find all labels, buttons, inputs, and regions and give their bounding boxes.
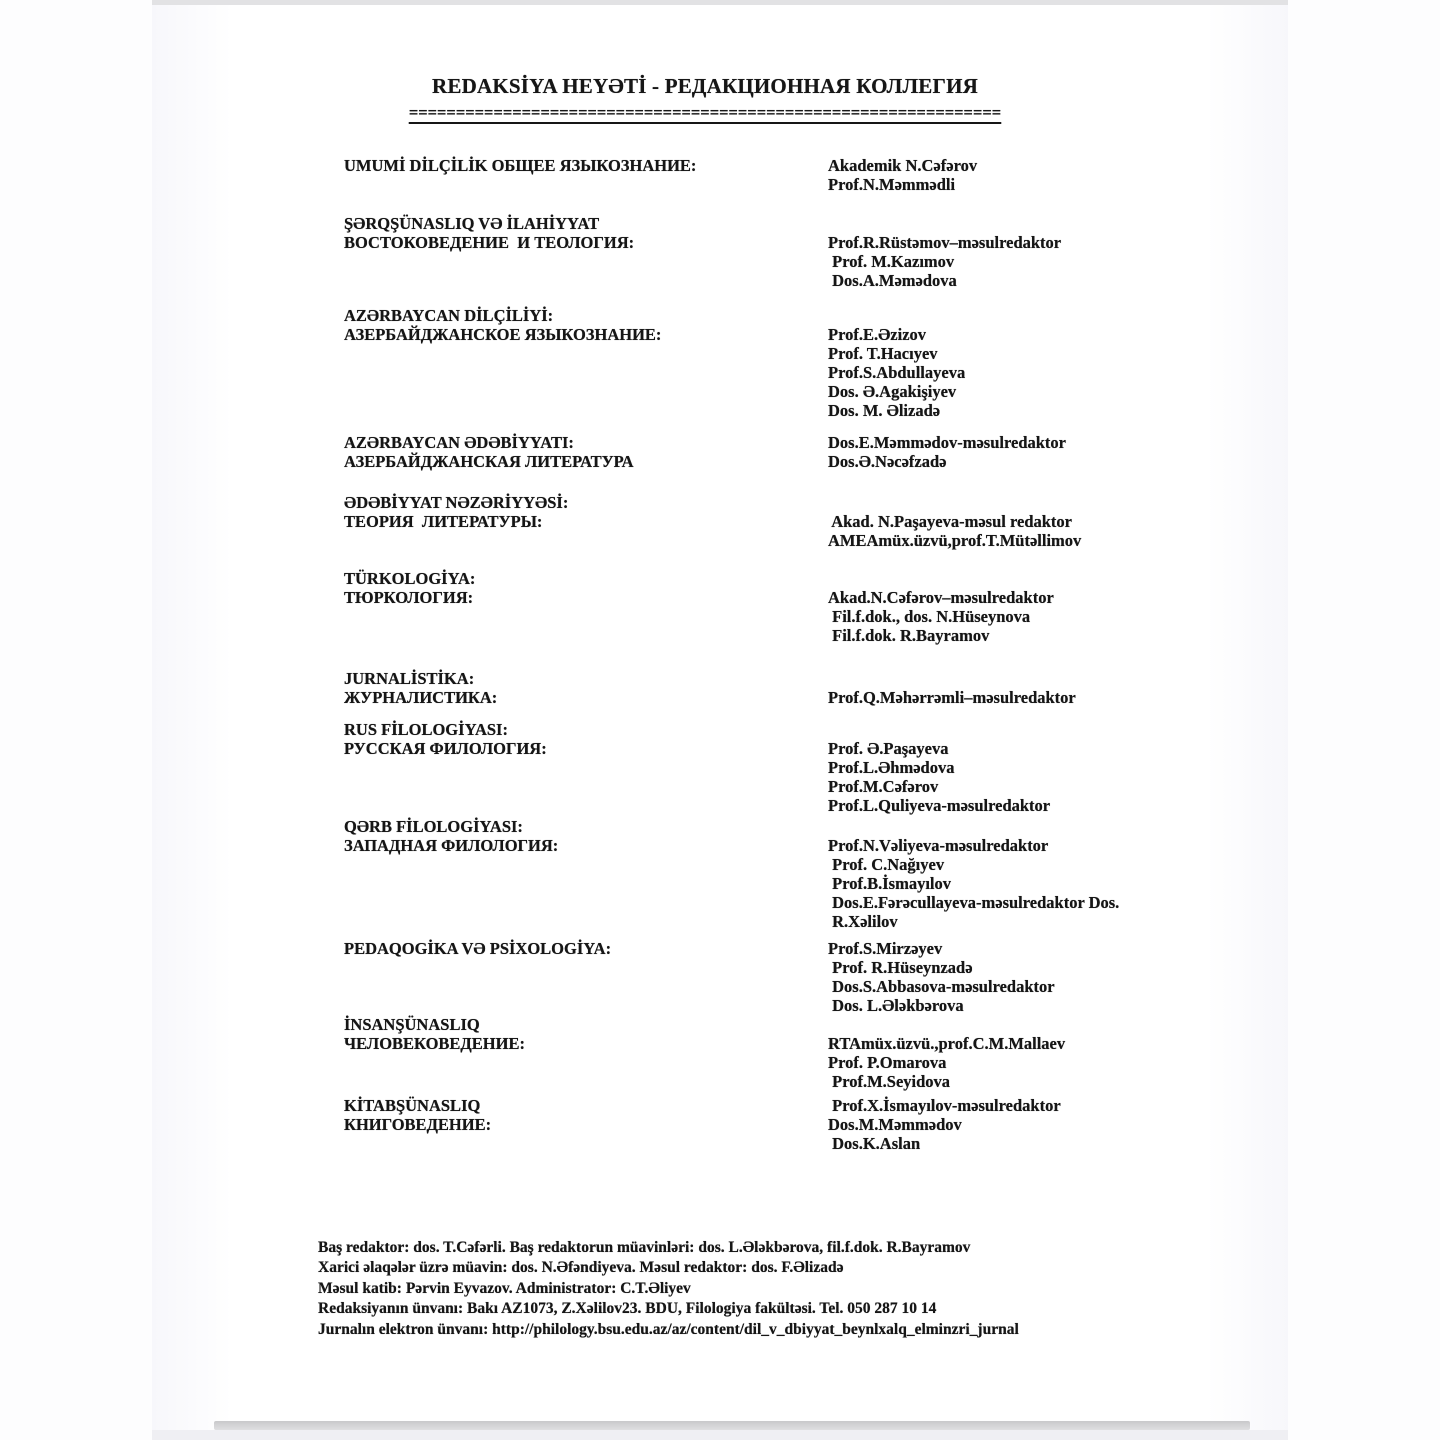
section-label	[344, 306, 828, 344]
section-members	[828, 433, 1158, 471]
section-label-line: КНИГОВЕДЕНИЕ:	[344, 1115, 492, 1134]
section-label-line: RUS FİLOLOGİYASI:	[344, 720, 508, 739]
section-members	[828, 1015, 1158, 1091]
section-members	[828, 156, 1158, 194]
section-label	[344, 817, 828, 855]
section-members	[828, 569, 1158, 645]
footer-line: Redaksiyanın ünvanı: Bakı AZ1073, Z.Xəlilov23. BDU, Filologiya fakültəsi. Tel. 050 287 10 14	[318, 1300, 937, 1318]
footer-block	[318, 1238, 1128, 1340]
section-label-line: ТЕОРИЯ ЛИТЕРАТУРЫ:	[344, 512, 543, 531]
section-label-line: İNSANŞÜNASLIQ	[344, 1015, 480, 1034]
section-label-line: РУССКАЯ ФИЛОЛОГИЯ:	[344, 739, 547, 758]
member-name: Prof.M.Cəfərov	[828, 777, 939, 796]
member-name: Prof.B.İsmayılov	[828, 874, 951, 893]
section-members	[828, 214, 1158, 290]
member-name: Dos.E.Məmmədov-məsulredaktor	[828, 433, 1066, 452]
member-name: Prof. Ə.Paşayeva	[828, 739, 949, 758]
member-name: AMEAmüx.üzvü,prof.T.Mütəllimov	[828, 531, 1082, 550]
section-members	[828, 720, 1158, 815]
section-label-line: ЧЕЛОВЕКОВЕДЕНИЕ:	[344, 1034, 525, 1053]
member-name: Prof.L.Əhmədova	[828, 758, 955, 777]
section-label-line: ВОСТОКОВЕДЕНИЕ И ТЕОЛОГИЯ:	[344, 233, 635, 252]
member-name: Fil.f.dok. R.Bayramov	[828, 626, 990, 645]
section-label-line: АЗЕРБАЙДЖАНСКАЯ ЛИТЕРАТУРА	[344, 452, 634, 471]
editorial-section	[344, 156, 1158, 194]
section-label	[344, 669, 828, 707]
member-name: Dos. L.Ələkbərova	[828, 996, 964, 1015]
member-name: Prof.S.Mirzəyev	[828, 939, 943, 958]
member-name: Prof.N.Vəliyeva-məsulredaktor	[828, 836, 1049, 855]
member-name: R.Xəlilov	[828, 912, 898, 931]
editorial-section	[344, 433, 1158, 471]
section-label-line: QƏRB FİLOLOGİYASI:	[344, 817, 523, 836]
section-label	[344, 569, 828, 607]
page-header	[270, 74, 1140, 123]
page-bottom-shadow	[214, 1421, 1250, 1430]
member-name: RTAmüx.üzvü.,prof.C.M.Mallaev	[828, 1034, 1066, 1053]
editorial-section	[344, 1015, 1158, 1091]
section-label-line: AZƏRBAYCAN DİLÇİLİYİ:	[344, 306, 554, 325]
title-separator: ===============================================================	[408, 103, 1002, 122]
member-name: Dos.S.Abbasova-məsulredaktor	[828, 977, 1055, 996]
section-label	[344, 493, 828, 531]
member-name: Akademik N.Cəfərov	[828, 156, 978, 175]
editorial-section	[344, 1096, 1158, 1153]
footer-line: Xarici əlaqələr üzrə müavin: dos. N.Əfəndiyeva. Məsul redaktor: dos. F.Əlizadə	[318, 1259, 844, 1277]
section-members	[828, 939, 1158, 1015]
member-name: Akad. N.Paşayeva-məsul redaktor	[828, 512, 1072, 531]
member-name: Dos.Ə.Nəcəfzadə	[828, 452, 947, 471]
editorial-section	[344, 214, 1158, 290]
member-name: Prof. P.Omarova	[828, 1053, 947, 1072]
member-name: Dos. Ə.Agakişiyev	[828, 382, 957, 401]
section-members	[828, 1096, 1158, 1153]
section-label-line: PEDAQOGİKA VƏ PSİXOLOGİYA:	[344, 939, 612, 958]
editorial-section	[344, 569, 1158, 645]
section-label-line: JURNALİSTİKA:	[344, 669, 475, 688]
section-label	[344, 720, 828, 758]
section-members	[828, 306, 1158, 420]
member-name: Prof. T.Hacıyev	[828, 344, 938, 363]
section-label-line: AZƏRBAYCAN ƏDƏBİYYATI:	[344, 433, 574, 452]
member-name: Prof.M.Seyidova	[828, 1072, 951, 1091]
member-name: Prof.Q.Məhərrəmli–məsulredaktor	[828, 688, 1076, 707]
section-label-line: ŞƏRQŞÜNASLIQ VƏ İLAHİYYAT	[344, 214, 600, 233]
section-members	[828, 493, 1158, 550]
section-label	[344, 1015, 828, 1053]
section-label-line: ЖУРНАЛИСТИКА:	[344, 688, 498, 707]
member-name: Dos. M. Əlizadə	[828, 401, 941, 420]
editorial-board-list	[344, 156, 1158, 1153]
page-bottom-margin	[152, 1430, 1288, 1440]
member-name: Dos.K.Aslan	[828, 1134, 921, 1153]
member-name: Prof.N.Məmmədli	[828, 175, 956, 194]
section-members	[828, 669, 1158, 707]
footer-line: Baş redaktor: dos. T.Cəfərli. Baş redaktorun müavinləri: dos. L.Ələkbərova, fil.f.dok. R.Bayramov	[318, 1239, 971, 1256]
section-label	[344, 1096, 828, 1134]
section-label	[344, 433, 828, 471]
member-name: Prof.X.İsmayılov-məsulredaktor	[828, 1096, 1061, 1115]
editorial-section	[344, 669, 1158, 707]
member-name: Dos.E.Fərəcullayeva-məsulredaktor Dos.	[828, 893, 1120, 912]
page-title: REDAKSİYA HEYƏTİ - РЕДАКЦИОННАЯ КОЛЛЕГИЯ	[432, 74, 978, 98]
section-label-line: UMUMİ DİLÇİLİK ОБЩЕЕ ЯЗЫКОЗНАНИЕ:	[344, 156, 697, 175]
editorial-section	[344, 720, 1158, 815]
member-name: Dos.A.Məmədova	[828, 271, 957, 290]
member-name: Dos.M.Məmmədov	[828, 1115, 962, 1134]
editorial-section	[344, 939, 1158, 1015]
section-label-line: АЗЕРБАЙДЖАНСКОЕ ЯЗЫКОЗНАНИЕ:	[344, 325, 662, 344]
section-label-line: KİTABŞÜNASLIQ	[344, 1096, 481, 1115]
editorial-section	[344, 493, 1158, 550]
section-members	[828, 817, 1158, 931]
page-top-edge	[152, 0, 1288, 5]
member-name: Prof. R.Hüseynzadə	[828, 958, 973, 977]
section-label-line: ƏDƏBİYYAT NƏZƏRİYYƏSİ:	[344, 493, 569, 512]
section-label-line: ЗАПАДНАЯ ФИЛОЛОГИЯ:	[344, 836, 559, 855]
section-label-line: ТЮРКОЛОГИЯ:	[344, 588, 474, 607]
member-name: Fil.f.dok., dos. N.Hüseynova	[828, 607, 1031, 626]
section-label	[344, 939, 828, 958]
footer-line: Məsul katib: Pərvin Eyvazov. Administrator: C.T.Əliyev	[318, 1279, 691, 1297]
member-name: Prof.L.Quliyeva-məsulredaktor	[828, 796, 1051, 815]
editorial-section	[344, 817, 1158, 931]
member-name: Prof.R.Rüstəmov–məsulredaktor	[828, 233, 1062, 252]
member-name: Prof.S.Abdullayeva	[828, 363, 966, 382]
member-name: Prof. C.Nağıyev	[828, 855, 945, 874]
footer-line: Jurnalın elektron ünvanı: http://philology.bsu.edu.az/az/content/dil_v_dbiyyat_beynlxalq_elminzri_jurnal	[318, 1320, 1019, 1338]
editorial-section	[344, 306, 1158, 420]
member-name: Prof.E.Əzizov	[828, 325, 927, 344]
member-name: Akad.N.Cəfərov–məsulredaktor	[828, 588, 1054, 607]
member-name: Prof. M.Kazımov	[828, 252, 955, 271]
section-label-line: TÜRKOLOGİYA:	[344, 569, 476, 588]
section-label	[344, 156, 828, 175]
section-label	[344, 214, 828, 252]
